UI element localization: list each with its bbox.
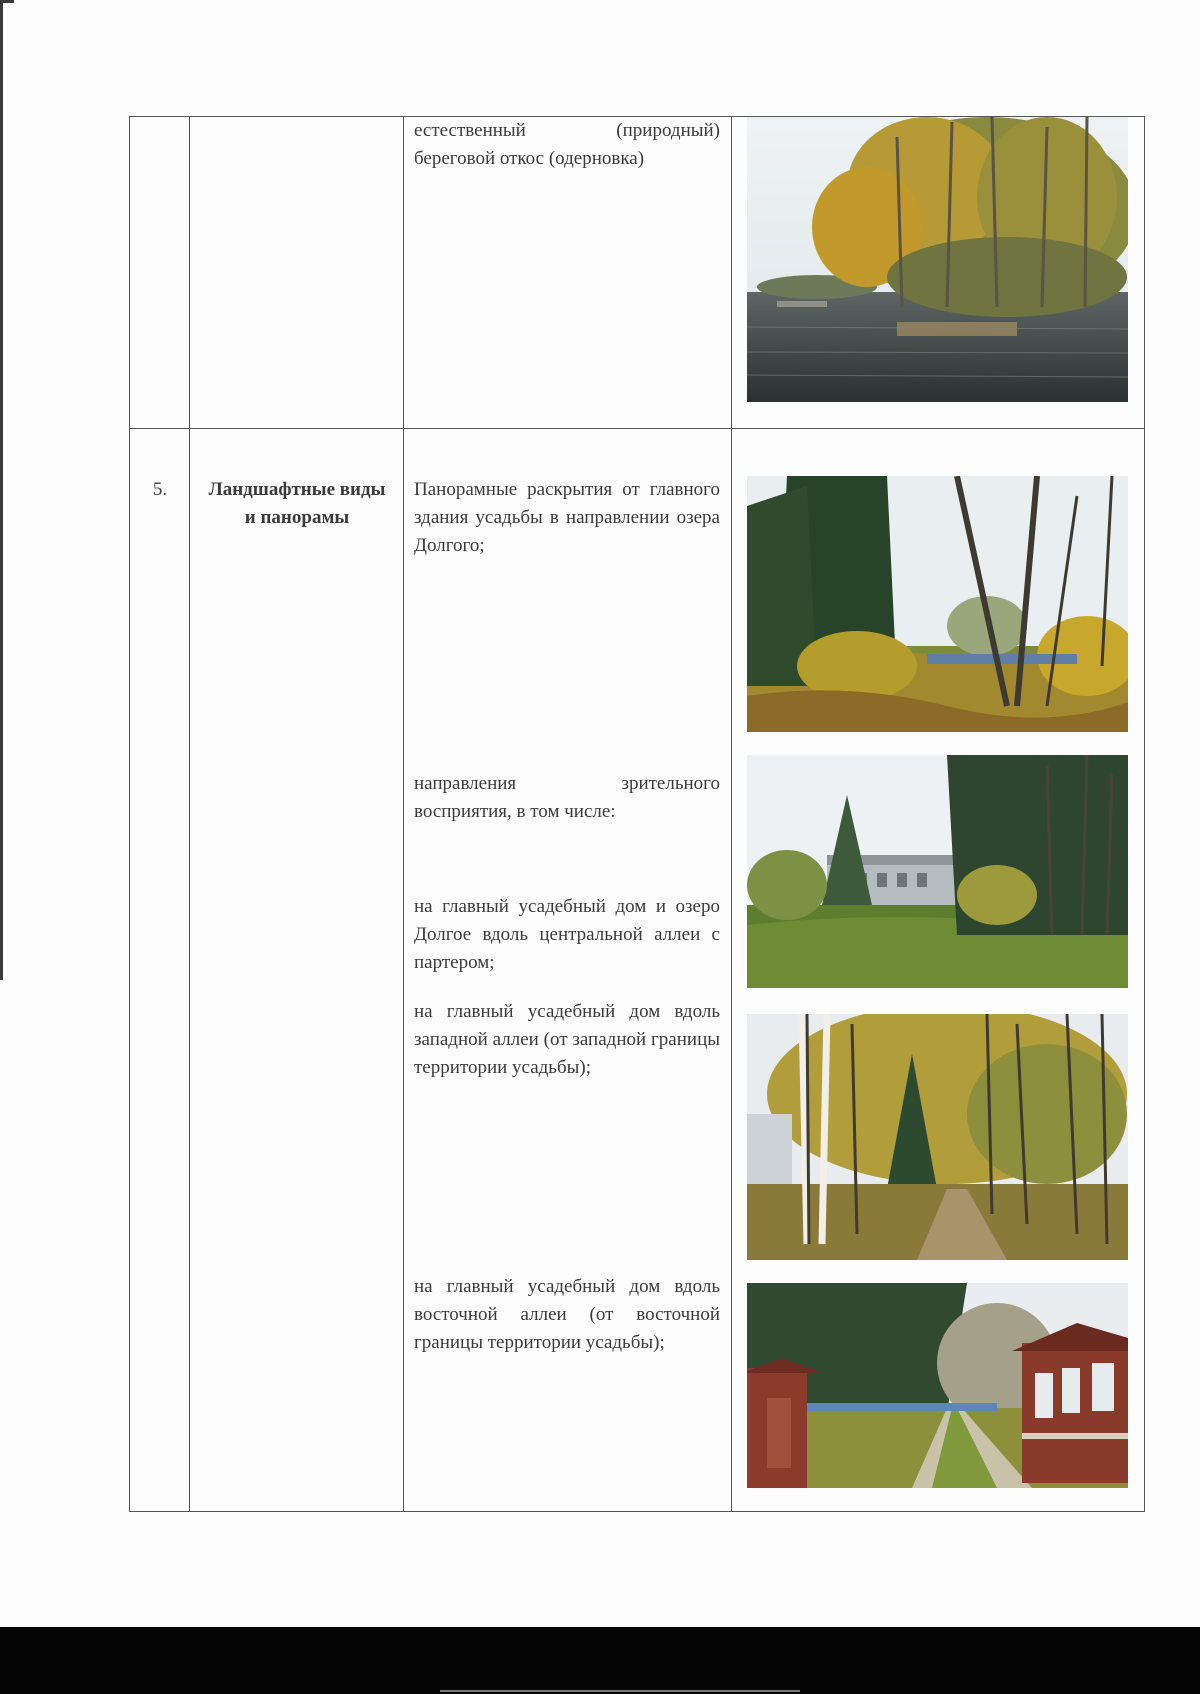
scan-footer-line xyxy=(440,1690,800,1692)
west-alley-photo xyxy=(747,1014,1128,1260)
item-east-alley: на главный усадебный дом вдоль восточной аллеи (от восточной границы территории усадьбы); xyxy=(414,1276,720,1353)
column-divider-3 xyxy=(731,117,732,1511)
item-panorama: Панорамные раскрытия от главного здания усадьбы в направлении озера Долгого; xyxy=(414,479,720,556)
east-alley-photo xyxy=(747,1283,1128,1488)
shore-description: естественный (природный) береговой откос (одерновка) xyxy=(414,120,720,169)
heritage-table xyxy=(129,116,1145,1512)
row-title: Ландшафтные виды и панорамы xyxy=(208,479,386,528)
scan-edge-mark xyxy=(0,0,3,980)
park-panorama-photo xyxy=(747,476,1128,732)
row-divider xyxy=(130,428,1144,429)
house-view-photo xyxy=(747,755,1128,988)
item-west-alley: на главный усадебный дом вдоль западной аллеи (от западной границы территории усадьбы); xyxy=(414,1001,720,1078)
scan-footer-band xyxy=(0,1627,1200,1694)
row-number: 5. xyxy=(152,479,168,500)
column-divider-1 xyxy=(189,117,190,1511)
column-divider-2 xyxy=(403,117,404,1511)
scan-edge-mark-top xyxy=(0,0,14,3)
item-central-alley: на главный усадебный дом и озеро Долгое вдоль центральной аллеи с партером; xyxy=(414,896,720,973)
lake-shore-photo xyxy=(747,117,1128,402)
item-view-directions: направления зрительного восприятия, в том числе: xyxy=(414,773,720,822)
